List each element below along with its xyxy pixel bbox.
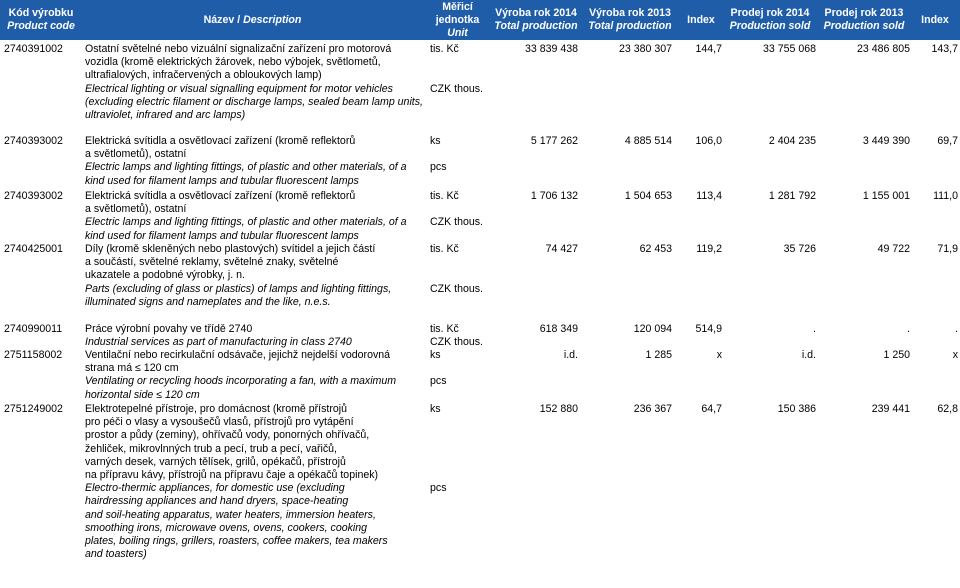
description-cz-line: Elektrická svítidla a osvětlovací zařízení (kromě reflektorů — [85, 190, 356, 202]
value-prod2013: 1 504 653 — [624, 190, 672, 202]
value-sold2014: 35 726 — [783, 243, 816, 255]
value-prod2014: 152 880 — [539, 403, 578, 415]
description-cz-line: ultrafialových, infračervených a obloukových lamp) — [85, 69, 322, 82]
value-sold2013: 3 449 390 — [862, 135, 910, 147]
value-index2: 71,9 — [937, 243, 958, 255]
description-cz-line: ukazatele a podobné výrobky, j. n. — [85, 269, 245, 282]
description-cz-line: na přípravu kávy, přístrojů na přípravu čaje a opékačů topinek) — [85, 469, 379, 482]
value-sold2013: 23 486 805 — [856, 43, 910, 55]
description-en-line: horizontal side ≤ 120 cm — [85, 388, 200, 401]
value-prod2013: 23 380 307 — [618, 43, 672, 55]
table-header — [0, 0, 960, 40]
description-en-line: Electric lamps and lighting fittings, of plastic and other materials, of a — [85, 161, 407, 174]
header-description-text — [204, 14, 302, 27]
product-description — [85, 43, 425, 122]
header-index1: Index — [687, 13, 715, 26]
header-index-sold — [912, 0, 958, 40]
header-sold2013-cz: Prodej rok 2013 — [824, 7, 904, 19]
header-index-production — [678, 0, 724, 40]
header-description — [190, 0, 315, 40]
description-en-line: Ventilating or recycling hoods incorporating a fan, with a maximum — [85, 375, 397, 388]
value-sold2013: 239 441 — [871, 403, 910, 415]
table-row — [0, 323, 960, 349]
description-cz-line: a světlometů), ostatní — [85, 203, 187, 216]
value-index1: 144,7 — [695, 43, 722, 55]
header-sold2014-cz: Prodej rok 2014 — [730, 7, 810, 19]
header-name-en: Description — [243, 13, 302, 26]
product-code: 2740391002 — [4, 43, 63, 55]
description-en-line: Industrial services as part of manufacturing in class 2740 — [85, 336, 352, 349]
value-sold2014: 2 404 235 — [768, 135, 816, 147]
header-prod2013-en: Total production — [588, 20, 672, 32]
header-sold2013-en: Production sold — [823, 20, 905, 32]
product-code: 2751249002 — [4, 403, 63, 415]
unit-en: pcs — [430, 161, 447, 174]
header-sold-2013 — [816, 0, 912, 40]
description-en-line: ultraviolet, infrared and arc lamps) — [85, 109, 246, 122]
header-prod2013-cz: Výroba rok 2013 — [589, 7, 671, 19]
table-row — [0, 43, 960, 135]
description-en-line: kind used for filament lamps and tubular fluorescent lamps — [85, 229, 359, 242]
description-cz-line: prostor a půdy (zeminy), ohřívačů vody, ponorných ohřívačů, — [85, 429, 370, 442]
header-name-cz: Název / — [203, 13, 244, 26]
description-cz-line: Práce výrobní povahy ve třídě 2740 — [85, 323, 253, 335]
header-code-cz: Kód výrobku — [8, 7, 74, 19]
product-code: 2740393002 — [4, 135, 63, 147]
description-cz-line: strana má ≤ 120 cm — [85, 362, 179, 375]
description-cz-line: pro péči o vlasy a vysoušečů vlasů, přístrojů pro vytápění — [85, 416, 354, 429]
description-en-line: plates, boiling rings, grillers, roasters, coffee makers, tea makers — [85, 535, 388, 548]
unit-cz: ks — [430, 403, 441, 415]
value-index2: 143,7 — [931, 43, 958, 55]
description-cz-line: žehliček, mikrovlnných trub a pecí, trub a pecí, vařičů, — [85, 442, 338, 455]
description-cz-line: varných desek, varných tělísek, grilů, opékačů, přístrojů — [85, 455, 346, 468]
value-prod2014: 33 839 438 — [524, 43, 578, 55]
value-prod2013: 1 285 — [645, 349, 672, 361]
description-cz-line: Ventilační nebo recirkulační odsávače, jejichž nejdelší vodorovná — [85, 349, 391, 361]
product-description — [85, 135, 425, 188]
header-unit-cz2: jednotka — [435, 13, 480, 26]
unit — [430, 349, 447, 389]
product-description — [85, 323, 425, 349]
unit — [430, 135, 447, 175]
header-prod2014-cz: Výroba rok 2014 — [495, 7, 577, 19]
unit — [430, 403, 447, 495]
description-cz-line: Elektrická svítidla a osvětlovací zařízení (kromě reflektorů — [85, 135, 356, 147]
product-code: 2740425001 — [4, 243, 63, 255]
description-cz-line: vozidla (kromě elektrických žárovek, nebo výbojek, světlometů, — [85, 56, 381, 69]
unit-cz: tis. Kč — [430, 43, 459, 55]
value-sold2013: 49 722 — [877, 243, 910, 255]
value-index1: 514,9 — [695, 323, 722, 335]
value-sold2014: 33 755 068 — [762, 43, 816, 55]
header-prod2014-en: Total production — [494, 20, 578, 32]
value-prod2014: 1 706 132 — [530, 190, 578, 202]
unit-en: CZK thous. — [430, 216, 483, 229]
header-unit — [425, 0, 490, 40]
description-en-line: and soil-heating apparatus, water heaters, immersion heaters, — [85, 508, 376, 521]
value-prod2013: 236 367 — [633, 403, 672, 415]
description-cz-line: Díly (kromě skleněných nebo plastových) svítidel a jejich částí — [85, 243, 376, 255]
unit-cz: tis. Kč — [430, 190, 459, 202]
description-en-line: and toasters) — [85, 548, 147, 561]
unit-en: CZK thous. — [430, 82, 483, 95]
table-row — [0, 190, 960, 243]
product-description — [85, 403, 425, 561]
value-index2: 111,0 — [933, 190, 958, 202]
description-cz-line: Ostatní světelné nebo vizuální signalizační zařízení pro motorová — [85, 43, 392, 55]
table-row — [0, 135, 960, 190]
unit-cz: ks — [430, 135, 441, 147]
unit-cz: tis. Kč — [430, 323, 459, 335]
value-sold2014: 1 281 792 — [768, 190, 816, 202]
header-index2: Index — [921, 13, 949, 26]
header-sold2014-en: Production sold — [729, 20, 811, 32]
unit-en: CZK thous. — [430, 336, 483, 349]
table-body — [0, 43, 960, 588]
description-cz-line: a součástí, světelné reklamy, světelné znaky, světelné — [85, 256, 339, 269]
header-code-en: Product code — [7, 20, 75, 32]
unit-en: pcs — [430, 375, 447, 388]
description-en-line: kind used for filament lamps and tubular fluorescent lamps — [85, 174, 359, 187]
description-cz-line: Elektrotepelné přístroje, pro domácnost (kromě přístrojů — [85, 403, 348, 415]
product-code: 2740990011 — [4, 323, 63, 335]
unit-cz: tis. Kč — [430, 243, 459, 255]
unit — [430, 43, 483, 96]
value-index1: 119,2 — [696, 243, 722, 255]
value-index2: 62,8 — [937, 403, 958, 415]
header-unit-en: Unit — [447, 26, 468, 39]
value-index2: 69,7 — [937, 135, 958, 147]
description-en-line: Electric lamps and lighting fittings, of plastic and other materials, of a — [85, 216, 407, 229]
unit-cz: ks — [430, 349, 441, 361]
product-code: 2751158002 — [4, 349, 63, 361]
value-prod2013: 120 094 — [633, 323, 672, 335]
unit-en: pcs — [430, 482, 447, 495]
value-sold2014: . — [813, 323, 816, 335]
value-index1: x — [716, 349, 722, 361]
value-sold2014: i.d. — [801, 349, 816, 361]
table-row — [0, 349, 960, 403]
description-en-line: Electro-thermic appliances, for domestic use (excluding — [85, 482, 345, 495]
unit — [430, 243, 483, 296]
table-row — [0, 403, 960, 588]
product-code: 2740393002 — [4, 190, 63, 202]
value-prod2014: 5 177 262 — [530, 135, 578, 147]
header-production-2014 — [488, 0, 584, 40]
description-cz-line: a světlometů), ostatní — [85, 148, 187, 161]
unit — [430, 190, 483, 230]
product-description — [85, 190, 425, 243]
header-unit-cz1: Měřicí — [442, 0, 473, 13]
value-index2: x — [952, 349, 958, 361]
description-en-line: Parts (excluding of glass or plastics) of lamps and lighting fittings, — [85, 282, 392, 295]
description-en-line: hairdressing appliances and hand dryers, space-heating — [85, 495, 349, 508]
value-prod2013: 4 885 514 — [624, 135, 672, 147]
value-sold2013: 1 155 001 — [862, 190, 910, 202]
unit — [430, 323, 483, 349]
description-en-line: illuminated signs and nameplates and the like, n.e.s. — [85, 295, 331, 308]
header-code — [0, 0, 82, 40]
unit-en: CZK thous. — [430, 282, 483, 295]
value-prod2014: 618 349 — [539, 323, 578, 335]
description-en-line: (excluding electric filament or discharge lamps, sealed beam lamp units, — [85, 95, 423, 108]
header-sold-2014 — [722, 0, 818, 40]
value-prod2013: 62 453 — [639, 243, 672, 255]
table-row — [0, 243, 960, 323]
description-en-line: Electrical lighting or visual signalling equipment for motor vehicles — [85, 82, 393, 95]
product-description — [85, 349, 425, 402]
value-index1: 113,4 — [696, 190, 722, 202]
value-prod2014: 74 427 — [545, 243, 578, 255]
value-prod2014: i.d. — [563, 349, 578, 361]
value-sold2014: 150 386 — [777, 403, 816, 415]
value-index2: . — [955, 323, 958, 335]
value-index1: 106,0 — [695, 135, 722, 147]
value-sold2013: . — [907, 323, 910, 335]
header-production-2013 — [582, 0, 678, 40]
description-en-line: smoothing irons, microwave ovens, ovens, cookers, cooking — [85, 521, 368, 534]
value-index1: 64,7 — [701, 403, 722, 415]
product-description — [85, 243, 425, 309]
value-sold2013: 1 250 — [883, 349, 910, 361]
